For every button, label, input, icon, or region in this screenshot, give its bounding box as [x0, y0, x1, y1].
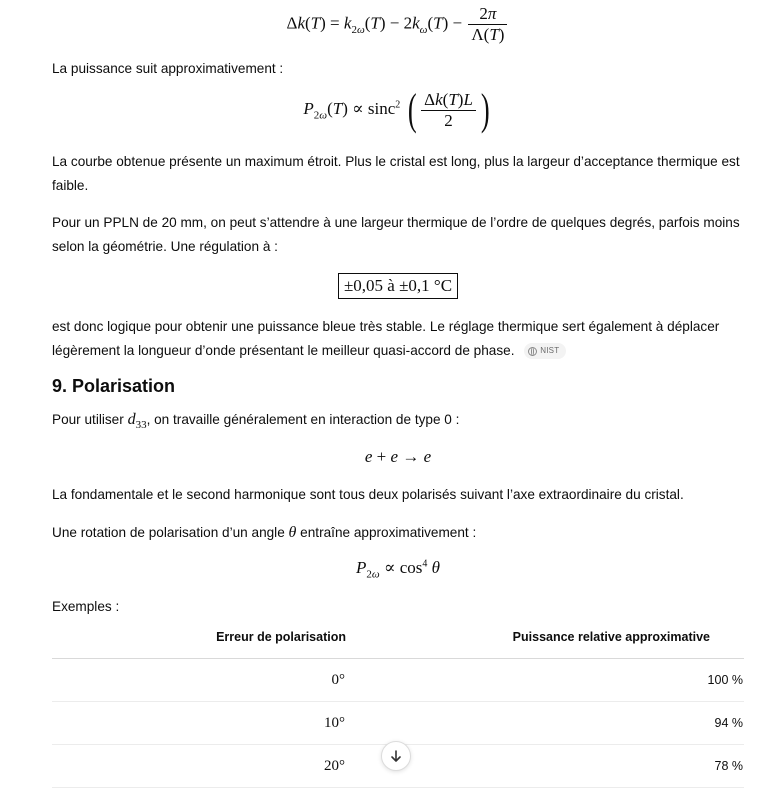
paragraph-d33-before: Pour utiliser [52, 412, 128, 427]
paragraph-ppln: Pour un PPLN de 20 mm, on peut s’attendre à une largeur thermique de l’ordre de quelques degrés, parfois moins selon la géométrie. Une régulation à : [52, 215, 740, 254]
paragraph-curve: La courbe obtenue présente un maximum étroit. Plus le cristal est long, plus la largeur d’acceptance thermique est faible. [52, 154, 740, 193]
paragraph-d33: Pour utiliser $d_{33}$, on travaille généralement en interaction de type 0 : [52, 411, 460, 432]
table-header-row [52, 622, 744, 659]
equation-cos4: $P_{2\omega} \propto \cos^4 \theta$ [356, 558, 440, 581]
section-heading: 9. Polarisation [52, 376, 176, 396]
cell-angle: 0° [52, 659, 346, 702]
header-relative-power: Puissance relative approximative [346, 622, 744, 659]
paragraph-d33-after: , on travaille généralement en interaction de type 0 : [146, 412, 460, 427]
citation-label: NIST [540, 346, 560, 356]
table-row [52, 702, 744, 745]
paragraph-rotation: Une rotation de polarisation d’un angle θ entraîne approximativement : [52, 524, 477, 541]
paragraph-rotation-before: Une rotation de polarisation d’un angle [52, 525, 289, 540]
paragraph-rotation-after: entraîne approximativement : [296, 525, 477, 540]
cell-angle: 10° [52, 702, 346, 745]
paragraph-power: La puissance suit approximativement : [52, 61, 284, 76]
equation-regulation: ±0,05 à ±0,1 °C [52, 273, 744, 299]
cell-angle: 20° [52, 745, 346, 788]
cell-power: 78 % [346, 745, 744, 788]
paragraph-fundamental: La fondamentale et le second harmonique sont tous deux polarisés suivant l’axe extraordinaire du cristal. [52, 487, 684, 502]
equation-type0: e + e → e [364, 447, 432, 466]
arrow-down-icon [389, 749, 403, 763]
scroll-to-bottom-button[interactable] [381, 741, 411, 771]
globe-icon [528, 347, 537, 356]
citation-badge[interactable] [524, 343, 566, 359]
equation-sinc: $P_{2\omega}(T) \propto \sin c^2$ ( $\frac{\Delta k(T)L}{2}$ ) [303, 85, 490, 134]
paragraph-stable-text: est donc logique pour obtenir une puissance bleue très stable. Le réglage thermique sert également à déplacer légèrement la longueur d’onde présentant le meilleur quasi-accord de phase. [52, 319, 720, 358]
table-row [52, 659, 744, 702]
paragraph-examples: Exemples : [52, 599, 120, 614]
cell-power: 94 % [346, 702, 744, 745]
paragraph-stable [52, 315, 744, 363]
header-polarisation-error: Erreur de polarisation [52, 622, 346, 659]
cell-power: 100 % [346, 659, 744, 702]
equation-delta-k: $\Delta k(T) = k_{2\omega}(T) - 2k_\omega(T)$ − $\frac{2\pi}{\Lambda(T)}$ [52, 4, 744, 45]
